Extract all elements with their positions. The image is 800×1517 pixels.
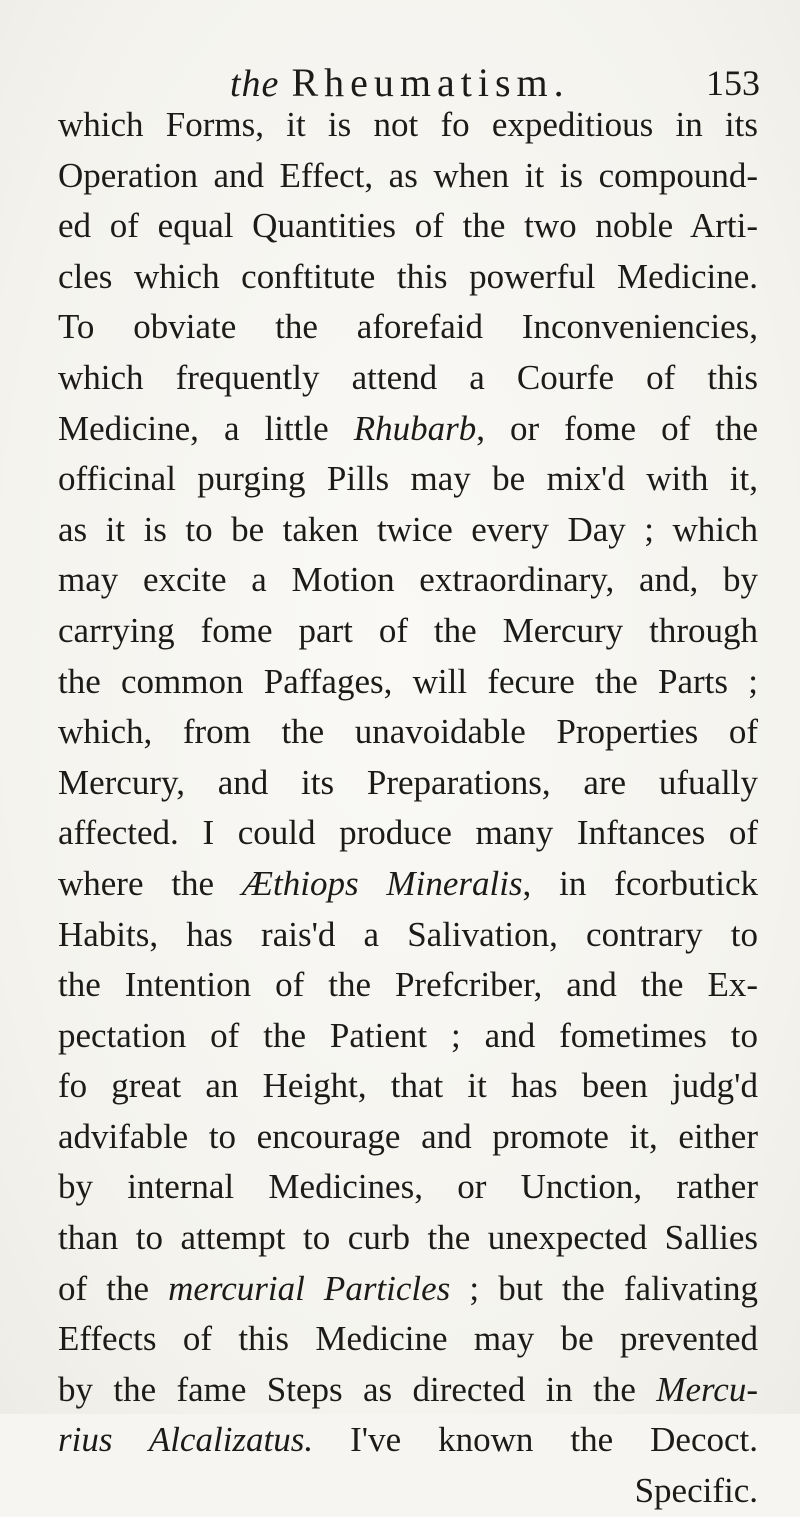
body-text bbox=[58, 100, 758, 1517]
text-line bbox=[58, 1213, 758, 1264]
text-line bbox=[58, 151, 758, 202]
text-segment: carrying fome part of the Mercury through bbox=[58, 610, 758, 650]
text-line bbox=[58, 1011, 758, 1062]
text-segment: as it is to be taken twice every Day ; which bbox=[58, 509, 758, 549]
text-segment: Effects of this Medicine may be prevented bbox=[58, 1319, 758, 1359]
text-segment: affected. I could produce many Inftances of bbox=[58, 813, 758, 853]
text-segment: which, from the unavoidable Properties of bbox=[58, 712, 758, 752]
text-line bbox=[58, 555, 758, 606]
text-line bbox=[58, 1162, 758, 1213]
running-title-main: Rheumatism. bbox=[291, 60, 570, 105]
text-line bbox=[58, 353, 758, 404]
text-line bbox=[58, 505, 758, 556]
text-line bbox=[58, 201, 758, 252]
text-segment: pectation of the Patient ; and fometimes to bbox=[58, 1015, 758, 1055]
text-segment: To obviate the aforefaid Inconveniencies, bbox=[58, 307, 758, 347]
text-line bbox=[58, 606, 758, 657]
text-segment: Operation and Effect, as when it is compound- bbox=[58, 155, 758, 195]
text-segment: I've known the Decoct. bbox=[313, 1420, 759, 1460]
text-segment: Medicine, a little bbox=[58, 408, 354, 448]
text-line bbox=[58, 960, 758, 1011]
text-line bbox=[58, 910, 758, 961]
italic-segment: Rhubarb bbox=[353, 408, 477, 448]
text-segment: officinal purging Pills may be mix'd with it, bbox=[58, 459, 758, 499]
text-segment: fo great an Height, that it has been judg'd bbox=[58, 1066, 758, 1106]
text-line bbox=[58, 1112, 758, 1163]
text-segment: than to attempt to curb the unexpected Sallies bbox=[58, 1218, 758, 1258]
italic-segment: mercurial Particles bbox=[168, 1268, 451, 1308]
text-line bbox=[58, 404, 758, 455]
text-line bbox=[58, 707, 758, 758]
text-line bbox=[58, 859, 758, 910]
text-segment: , in fcorbutick bbox=[522, 863, 758, 903]
text-line bbox=[58, 1264, 758, 1315]
catchword: Specific. bbox=[634, 1471, 758, 1511]
text-segment: of the bbox=[58, 1268, 169, 1308]
text-line bbox=[58, 657, 758, 708]
text-segment: which frequently attend a Courfe of this bbox=[58, 357, 758, 397]
text-line bbox=[58, 758, 758, 809]
italic-segment: rius Alcalizatus. bbox=[58, 1420, 314, 1460]
text-segment: the common Paffages, will fecure the Parts ; bbox=[58, 661, 758, 701]
page-number: 153 bbox=[706, 63, 760, 103]
text-segment: Mercury, and its Preparations, are ufually bbox=[58, 762, 758, 802]
text-segment: , or fome of the bbox=[476, 408, 759, 448]
text-segment: ; but the falivating bbox=[450, 1268, 759, 1308]
italic-segment: Æthiops Mineralis bbox=[241, 863, 523, 903]
text-segment: Habits, has rais'd a Salivation, contrary to bbox=[58, 914, 758, 954]
text-segment: by the fame Steps as directed in the bbox=[58, 1369, 657, 1409]
italic-segment: Mercu- bbox=[656, 1369, 758, 1409]
text-segment: cles which conftitute this powerful Medicine. bbox=[58, 256, 758, 296]
text-segment: may excite a Motion extraordinary, and, by bbox=[58, 560, 758, 600]
text-segment: where the bbox=[58, 863, 242, 903]
text-line bbox=[58, 1415, 758, 1466]
text-line bbox=[58, 100, 758, 151]
text-segment: by internal Medicines, or Unction, rather bbox=[58, 1167, 758, 1207]
text-line bbox=[58, 454, 758, 505]
text-segment: the Intention of the Prefcriber, and the Ex- bbox=[58, 965, 758, 1005]
text-line bbox=[58, 1314, 758, 1365]
text-line bbox=[58, 1061, 758, 1112]
text-segment: advifable to encourage and promote it, either bbox=[58, 1116, 758, 1156]
text-line bbox=[58, 302, 758, 353]
text-line bbox=[58, 252, 758, 303]
text-segment: which Forms, it is not fo expeditious in its bbox=[58, 105, 758, 144]
text-segment: ed of equal Quantities of the two noble Arti- bbox=[58, 206, 758, 246]
text-line bbox=[58, 808, 758, 859]
text-line bbox=[58, 1365, 758, 1416]
running-title-lead: the bbox=[230, 63, 280, 105]
